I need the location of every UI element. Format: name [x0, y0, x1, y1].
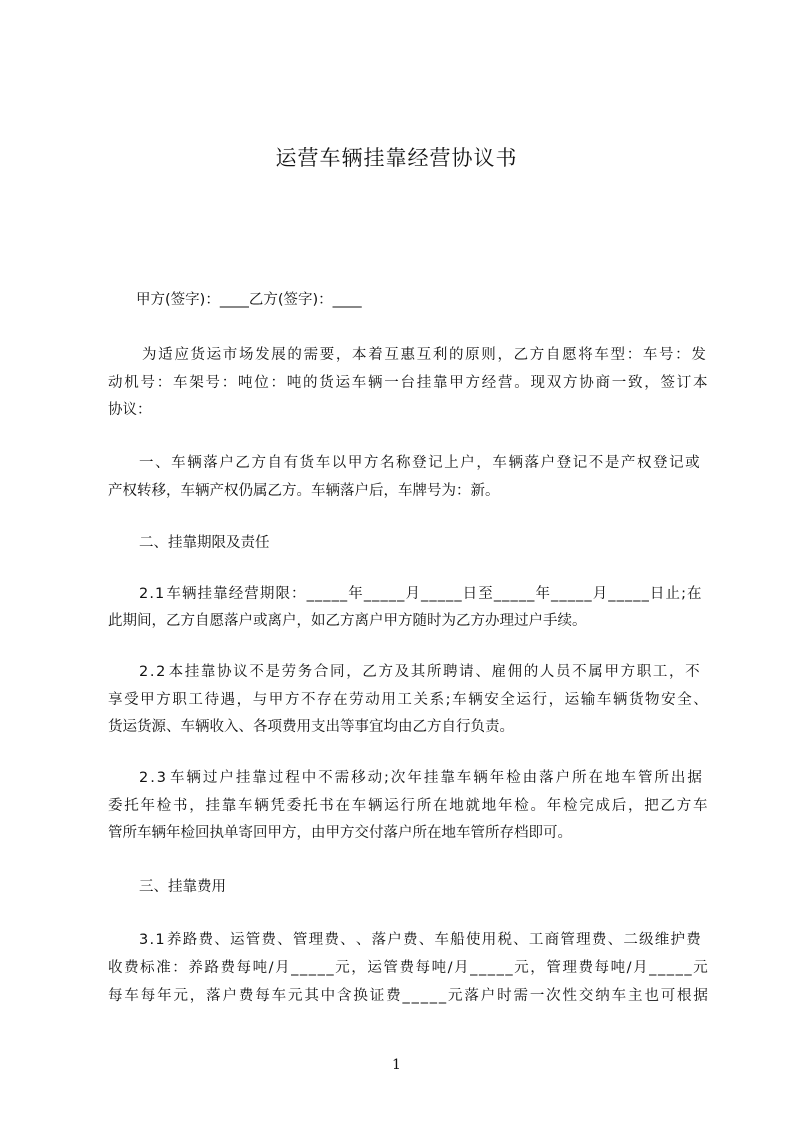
clause-2-1-line-2: 此期间，乙方自愿落户或离户，如乙方离户甲方随时为乙方办理过户手续。: [108, 613, 587, 629]
clause-3-1-line-3: 每 车 每 年 元 ， 落 户 费 每 车 元 其 中 含 换 证 费 _ _ _ _ _ 元 落 户 时 需 一 次 性 交 纳 车 主 也 可 根 据: [108, 988, 708, 1004]
clause-2-3-line-2: 委 托 年 检 书 ， 挂 靠 车 辆 凭 委 托 书 在 车 辆 运 行 所 在 地 就 地 年 检 。 年 检 完 成 后 ， 把 乙 方 车: [108, 798, 708, 814]
section1-line-1: 一 、 车 辆 落 户 乙 方 自 有 货 车 以 甲 方 名 称 登 记 上 户 ， 车 辆 落 户 登 记 不 是 产 权 登 记 或: [139, 455, 700, 471]
clause-2-1-line-1: 2 . 1 车 辆 挂 靠 经 营 期 限 ： _ _ _ _ _ 年 _ _ _ _ _ 月 _ _ _ _ _ 日 至 _ _ _ _ _ 年 _ _ _ _ _ 月 _ _ _ _ _ 日 止 ; 在: [139, 586, 702, 602]
clause-3-1-line-1: 3 . 1 养 路 费 、 运 管 费 、 管 理 费 、 、 落 户 费 、 车 船 使 用 税 、 工 商 管 理 费 、 二 级 维 护 费: [139, 932, 701, 948]
intro-line-2: 动 机 号 ： 车 架 号 ： 吨 位 ： 吨 的 货 运 车 辆 一 台 挂 靠 甲 方 经 营 。 现 双 方 协 商 一 致 ， 签 订 本: [108, 375, 708, 391]
clause-2-2-line-3: 货运货源、车辆收入、各项费用支出等事宜均由乙方自行负责。: [108, 719, 514, 735]
intro-line-3: 协议：: [108, 402, 152, 418]
page-number: 1: [392, 1057, 401, 1073]
clause-2-2-line-2: 享 受 甲 方 职 工 待 遇 ， 与 甲 方 不 存 在 劳 动 用 工 关 系 ; 车 辆 安 全 运 行 ， 运 输 车 辆 货 物 安 全 、: [108, 692, 708, 708]
clause-2-3-line-1: 2 . 3 车 辆 过 户 挂 靠 过 程 中 不 需 移 动 ; 次 年 挂 靠 车 辆 年 检 由 落 户 所 在 地 车 管 所 出 据: [139, 770, 702, 786]
section1-line-2: 产权转移，车辆产权仍属乙方。车辆落户后，车牌号为：新。: [108, 483, 500, 499]
section2-heading: 二、挂靠期限及责任: [139, 535, 270, 551]
section3-heading: 三、挂靠费用: [139, 879, 226, 895]
document-title: 运营车辆挂靠经营协议书: [275, 146, 518, 170]
intro-line-1: 为 适 应 货 运 市 场 发 展 的 需 要 ， 本 着 互 惠 互 利 的 原 则 ， 乙 方 自 愿 将 车 型 ： 车 号 ： 发: [142, 347, 706, 363]
clause-3-1-line-2: 收 费 标 准 ： 养 路 费 每 吨 / 月 _ _ _ _ _ 元 ， 运 管 费 每 吨 / 月 _ _ _ _ _ 元 ， 管 理 费 每 吨 / 月 _ _ _ _ _ 元: [108, 960, 708, 976]
clause-2-3-line-3: 管所车辆年检回执单寄回甲方，由甲方交付落户所在地车管所存档即可。: [108, 825, 572, 841]
parties-signature-line: 甲方(签字)：____乙方(签字)：____: [136, 292, 362, 308]
clause-2-2-line-1: 2 . 2 本 挂 靠 协 议 不 是 劳 务 合 同 ， 乙 方 及 其 所 聘 请 、 雇 佣 的 人 员 不 属 甲 方 职 工 ， 不: [139, 664, 700, 680]
